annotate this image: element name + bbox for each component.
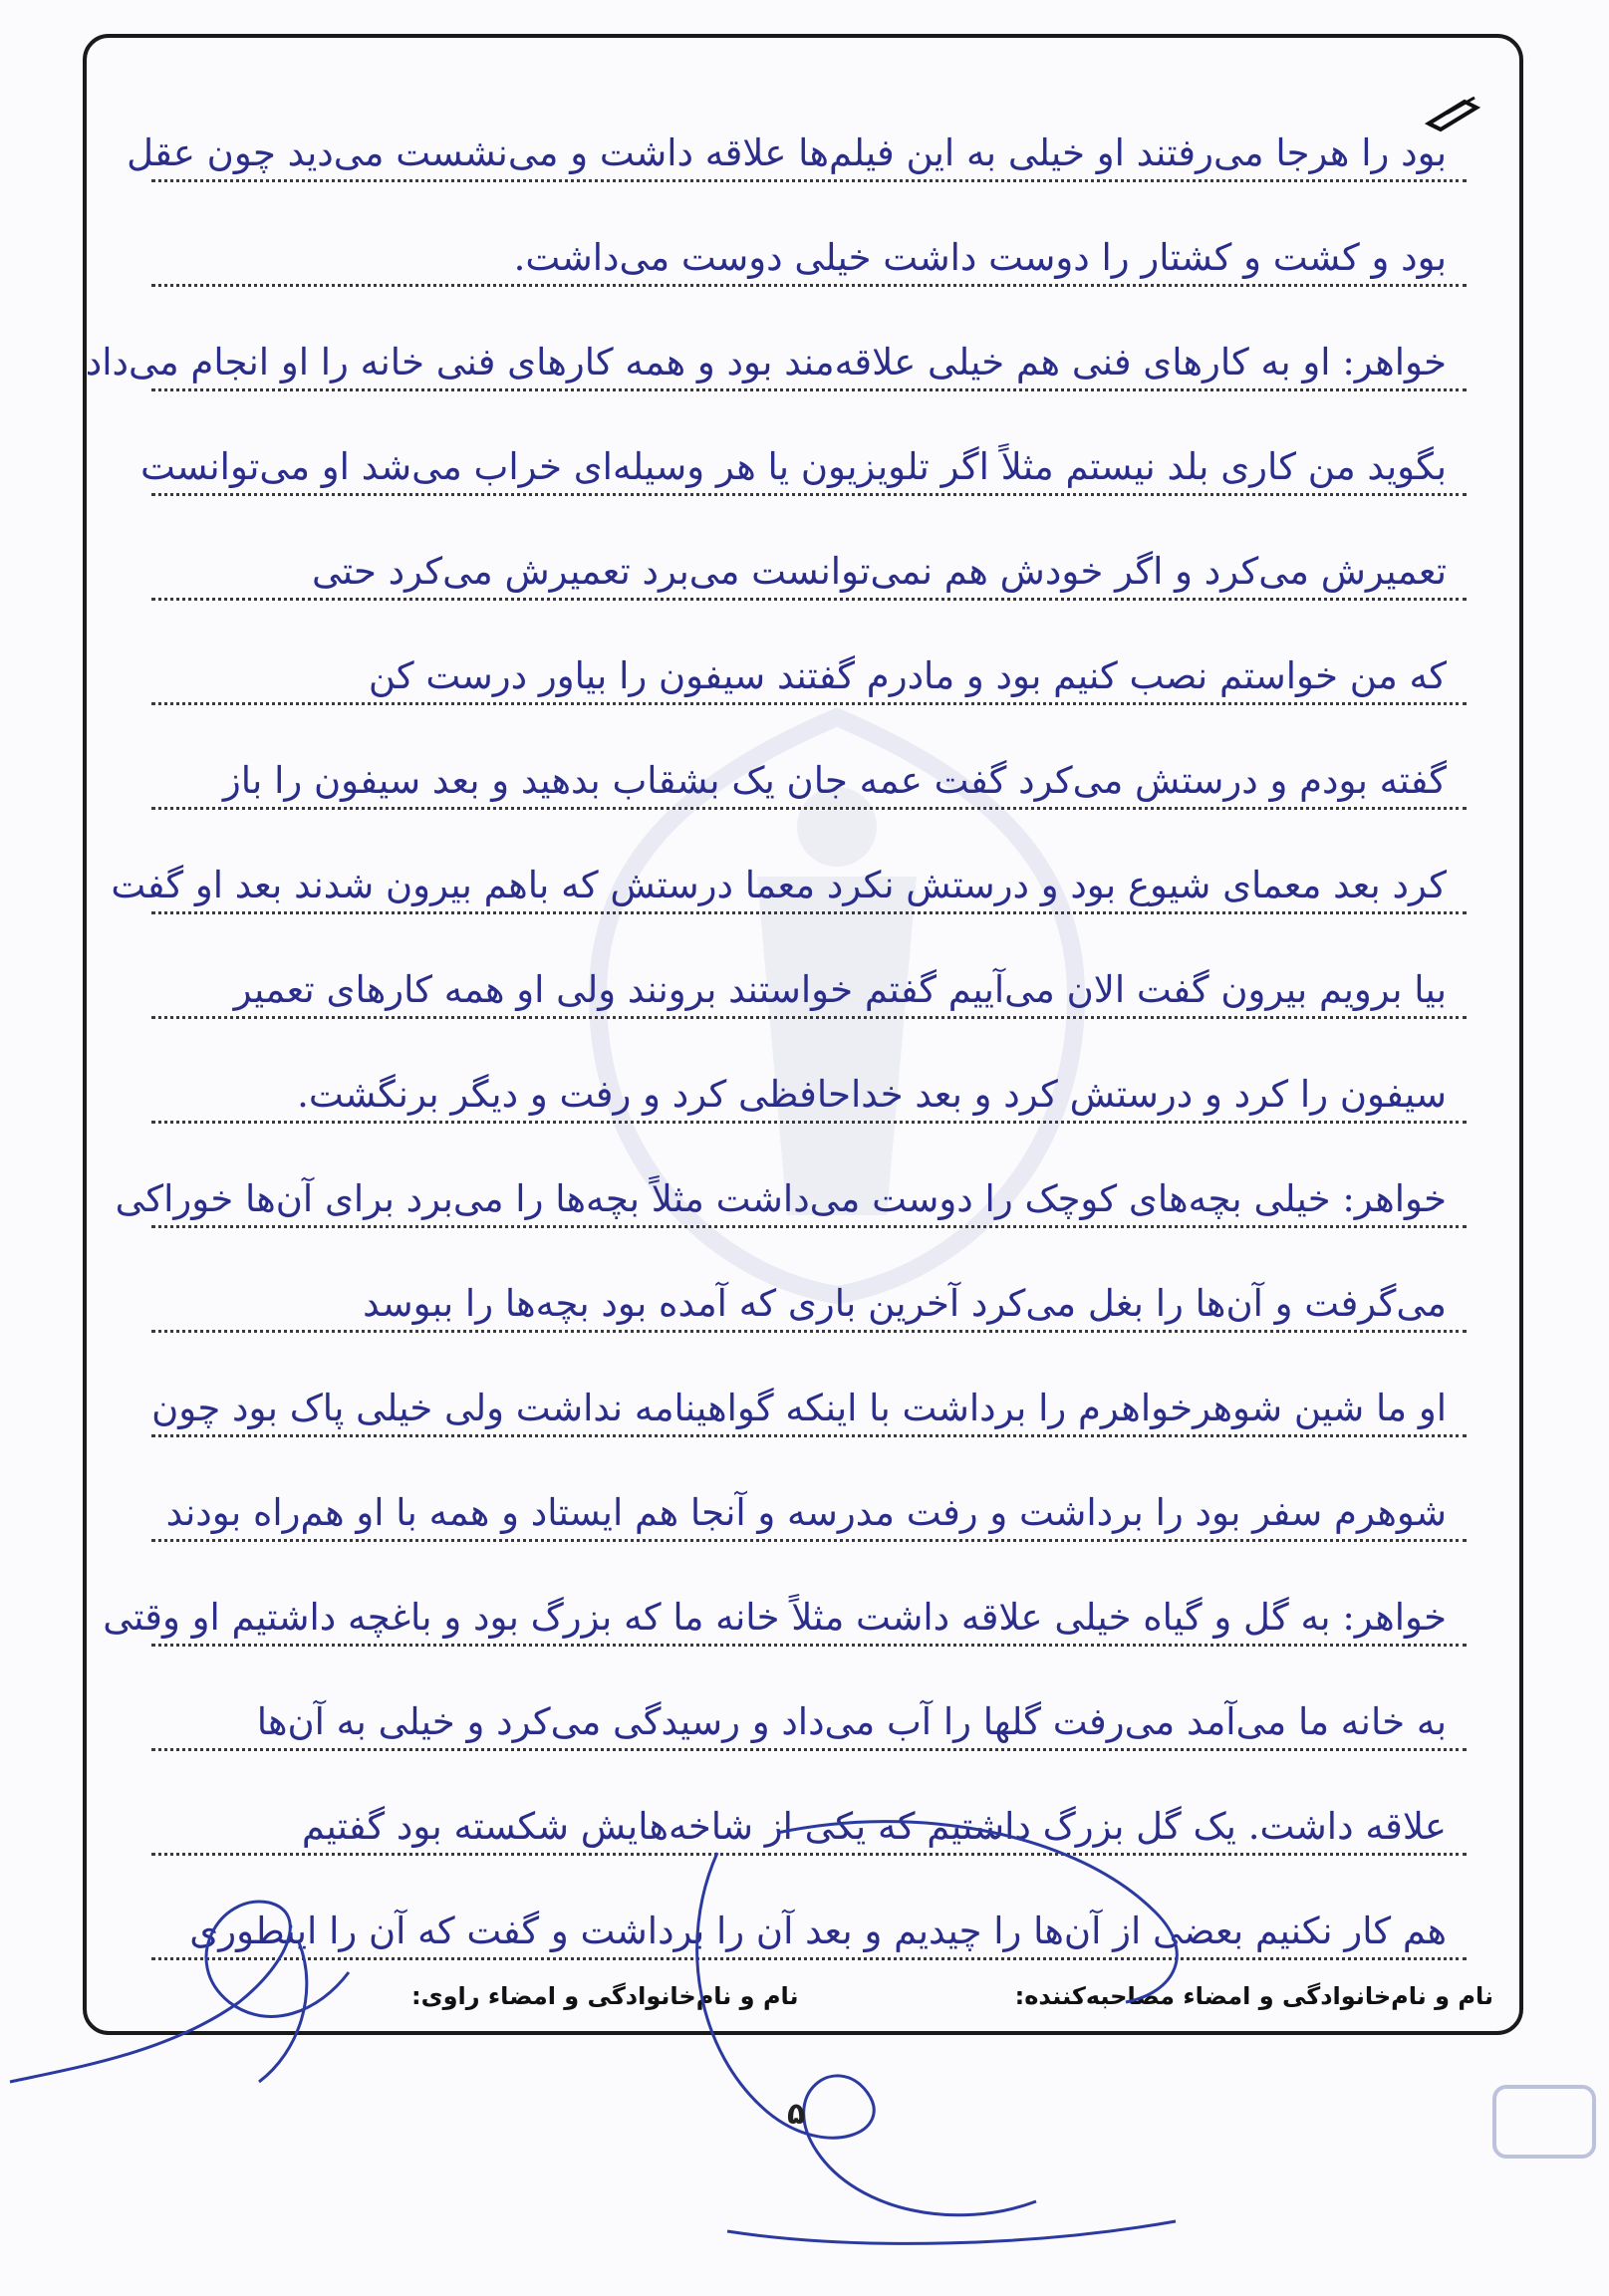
dotted-rule <box>151 284 1467 287</box>
handwritten-text-body <box>85 92 1506 1974</box>
dotted-rule <box>151 1957 1467 1960</box>
dotted-rule <box>151 1225 1467 1228</box>
handwritten-line: خواهر: به گل و گیاه خیلی علاقه داشت مثلاً خانه ما که بزرگ بود و باغچه داشتیم او وقتی <box>103 1596 1447 1639</box>
dotted-rule <box>151 493 1467 496</box>
handwritten-line: سیفون را کرد و درستش کرد و بعد خداحافظی کرد و رفت و دیگر برنگشت. <box>297 1073 1447 1116</box>
handwritten-line: بود و کشت و کشتار را دوست داشت خیلی دوست می‌داشت. <box>513 236 1447 279</box>
handwritten-line: بیا برویم بیرون گفت الان می‌آییم گفتم خواستند برونند ولی او همه کارهای تعمیر <box>233 968 1447 1011</box>
text-line <box>112 719 1506 824</box>
text-line <box>112 1870 1506 1974</box>
text-line <box>112 1138 1506 1242</box>
handwritten-line: کرد بعد معمای شیوع بود و درستش نکرد معما درستش که باهم بیرون شدند بعد او گفت <box>111 864 1447 906</box>
signature-footer <box>83 1972 1523 2032</box>
dotted-rule <box>151 1434 1467 1437</box>
handwritten-line: می‌گرفت و آن‌ها را بغل می‌کرد آخرین باری که آمده بود بچه‌ها را ببوسد <box>363 1282 1447 1325</box>
handwritten-line: گفته بودم و درستش می‌کرد گفت عمه جان یک بشقاب بدهید و بعد سیفون را باز <box>222 759 1447 802</box>
handwritten-line: بگوید من کاری بلد نیستم مثلاً اگر تلویزیون یا هر وسیله‌ای خراب می‌شد او می‌توانست <box>140 445 1447 488</box>
dotted-rule <box>151 1644 1467 1647</box>
text-line <box>85 301 1506 405</box>
interviewer-signature-label: نام و نام‌خانوادگی و امضاء مصاحبه‌کننده: <box>1014 1982 1493 2010</box>
handwritten-line: بود را هرجا می‌رفتند او خیلی به این فیلم‌ها علاقه داشت و می‌نشست می‌دید چون عقل <box>127 131 1447 174</box>
dotted-rule <box>151 1121 1467 1124</box>
text-line <box>112 1242 1506 1347</box>
dotted-rule <box>151 1853 1467 1856</box>
text-line <box>112 405 1506 510</box>
text-line <box>112 1765 1506 1870</box>
dotted-rule <box>151 1016 1467 1019</box>
handwritten-line: تعمیرش می‌کرد و اگر خودش هم نمی‌توانست می‌برد تعمیرش می‌کرد حتی <box>311 550 1447 593</box>
dotted-rule <box>151 1539 1467 1542</box>
dotted-rule <box>151 911 1467 914</box>
text-line <box>112 1660 1506 1765</box>
text-line <box>112 510 1506 615</box>
text-line <box>112 92 1506 196</box>
handwritten-line: علاقه داشت. یک گل بزرگ داشتیم که یکی از شاخه‌هایش شکسته بود گفتیم <box>301 1805 1447 1848</box>
text-line <box>112 615 1506 719</box>
dotted-rule <box>151 179 1467 182</box>
handwritten-line: هم کار نکنیم بعضی از آن‌ها را چیدیم و بعد آن را برداشت و گفت که آن را اینطوری <box>189 1910 1447 1952</box>
handwritten-line: خواهر: او به کارهای فنی هم خیلی علاقه‌مند بود و همه کارهای فنی خانه را او انجام می‌داد <box>85 341 1447 383</box>
dotted-rule <box>151 598 1467 601</box>
handwritten-line: خواهر: خیلی بچه‌های کوچک را دوست می‌داشت مثلاً بچه‌ها را می‌برد برای آن‌ها خوراکی <box>115 1177 1447 1220</box>
dotted-rule <box>151 702 1467 705</box>
handwritten-line: به خانه ما می‌آمد می‌رفت گلها را آب می‌داد و رسیدگی می‌کرد و خیلی به آن‌ها <box>256 1700 1447 1743</box>
dotted-rule <box>151 807 1467 810</box>
handwritten-line: که من خواستم نصب کنیم بود و مادرم گفتند سیفون را بیاور درست کن <box>368 654 1447 697</box>
dotted-rule <box>151 1330 1467 1333</box>
handwritten-line: او ما شین شوهرخواهرم را برداشت با اینکه گواهینامه نداشت ولی خیلی پاک بود چون <box>151 1387 1447 1429</box>
text-line <box>112 928 1506 1033</box>
text-line <box>112 1033 1506 1138</box>
stamp-mark <box>1484 2077 1604 2167</box>
narrator-signature-label: نام و نام‌خانوادگی و امضاء راوی: <box>411 1982 799 2010</box>
text-line <box>112 1347 1506 1451</box>
text-line <box>112 824 1506 928</box>
text-line <box>103 1556 1506 1660</box>
dotted-rule <box>151 388 1467 391</box>
handwritten-line: شوهرم سفر بود را برداشت و رفت مدرسه و آنجا هم ایستاد و همه با او هم‌راه بودند <box>165 1491 1447 1534</box>
text-line <box>112 1451 1506 1556</box>
page-number: ۵ <box>787 2097 806 2132</box>
text-line <box>112 196 1506 301</box>
dotted-rule <box>151 1748 1467 1751</box>
